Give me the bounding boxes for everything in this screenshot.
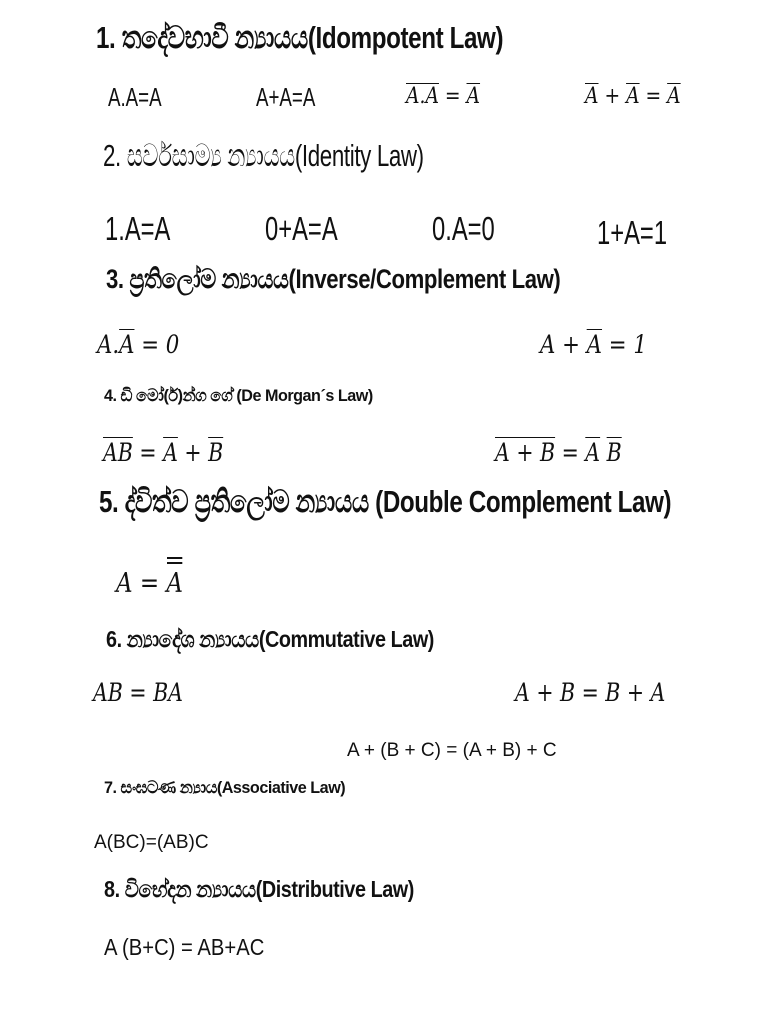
commutative-eq-or: A + B = B + A	[515, 678, 666, 707]
idempotent-eq-not-and: $A.A = \overline{A}$	[406, 84, 481, 109]
double-complement-law-title: 5. ද්විත්ව ප්‍රතිලෝම න්‍යායය (Double Complement Law)	[99, 484, 672, 519]
identity-law-title: 2. සර්වසාම්‍ය න්‍යායය(Identity Law)	[103, 138, 424, 173]
identity-eq-1: 1.A=A	[105, 210, 171, 247]
idempotent-eq-or: A+A=A	[256, 82, 316, 112]
identity-eq-3: 0.A=0	[432, 210, 495, 247]
identity-eq-4: 1+A=1	[597, 214, 668, 251]
de-morgan-eq-1: $\overline{AB} = \overline{A} + \overline{B}$	[103, 438, 224, 467]
idempotent-eq-and: A.A=A	[108, 82, 162, 112]
idempotent-eq-not-or: $\overline{A} + \overline{A} = \overline{A}$	[585, 84, 681, 109]
inverse-eq-and: $A.\overline{A} = 0$	[97, 330, 180, 359]
associative-law-title: 7. සංඝටණ න්‍යාය(Associative Law)	[104, 778, 346, 797]
commutative-eq-and: AB = BA	[93, 678, 183, 707]
associative-eq-and: A(BC)=(AB)C	[94, 832, 209, 853]
distributive-eq: A (B+C) = AB+AC	[104, 934, 265, 960]
associative-eq-or: A + (B + C) = (A + B) + C	[347, 740, 557, 761]
double-complement-eq: A = A	[116, 568, 183, 599]
inverse-law-title: 3. ප්‍රතිලෝම න්‍යායය(Inverse/Complement Law)	[106, 264, 561, 294]
distributive-law-title: 8. විභේදන න්‍යායය(Distributive Law)	[104, 876, 414, 902]
inverse-eq-or: $A + \overline{A} = 1$	[540, 330, 647, 359]
commutative-law-title: 6. න්‍යාදේශ න්‍යායය(Commutative Law)	[106, 626, 434, 652]
identity-eq-2: 0+A=A	[265, 210, 338, 247]
de-morgan-law-title: 4. ඩි මෝ(ර්)න්ග ගේ (De Morgan´s Law)	[104, 386, 373, 405]
de-morgan-eq-2: $A + B = \overline{A}$ $\overline{B}$	[495, 438, 622, 467]
idempotent-law-title: 1. තදේවභාවී න්‍යායය(Idompotent Law)	[96, 20, 504, 55]
